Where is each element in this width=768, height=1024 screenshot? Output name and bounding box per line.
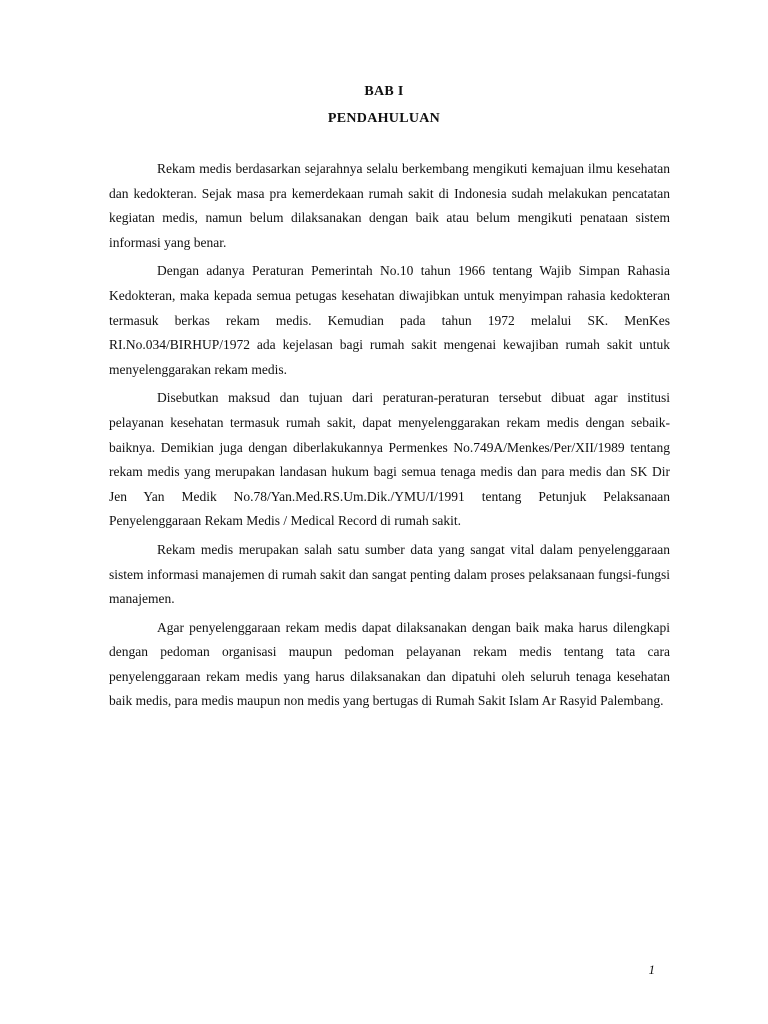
paragraph-3: Disebutkan maksud dan tujuan dari peraturan-peraturan tersebut dibuat agar institusi pelayanan kesehatan termasuk rumah sakit, dapat menyelenggarakan rekam medis dengan sebaik-baiknya. Demikian juga dengan diberlakukannya Permenkes No.749A/Menkes/Per/XII/1989 tentang rekam medis yang merupakan landasan hukum bagi semua tenaga medis dan para medis dan SK Dir Jen Yan Medik No.78/Yan.Med.RS.Um.Dik./YMU/I/1991 tentang Petunjuk Pelaksanaan Penyelenggaraan Rekam Medis / Medical Record di rumah sakit. bbox=[109, 390, 670, 529]
paragraph-4: Rekam medis merupakan salah satu sumber data yang sangat vital dalam penyelenggaraan sistem informasi manajemen di rumah sakit dan sangat penting dalam proses pelaksanaan fungsi-fungsi manajemen. bbox=[109, 541, 670, 607]
paragraph-5: Agar penyelenggaraan rekam medis dapat dilaksanakan dengan baik maka harus dilengkapi dengan pedoman organisasi maupun pedoman pelayanan rekam medis tentang tata cara penyelenggaraan rekam medis yang harus dilaksanakan dan dipatuhi oleh seluruh tenaga kesehatan baik medis, para medis maupun non medis yang bertugas di Rumah Sakit Islam Ar Rasyid Palembang. bbox=[109, 619, 670, 709]
page-number: 1 bbox=[648, 962, 655, 977]
paragraph-2: Dengan adanya Peraturan Pemerintah No.10 tahun 1966 tentang Wajib Simpan Rahasia Kedokteran, maka kepada semua petugas kesehatan diwajibkan untuk menyimpan rahasia kedokteran termasuk berkas rekam medis. Kemudian pada tahun 1972 melalui SK. MenKes RI.No.034/BIRHUP/1972 ada kejelasan bagi rumah sakit mengenai kewajiban rumah sakit untuk menyelenggarakan rekam medis. bbox=[109, 263, 670, 377]
body-text bbox=[109, 157, 670, 718]
paragraph-1: Rekam medis berdasarkan sejarahnya selalu berkembang mengikuti kemajuan ilmu kesehatan dan kedokteran. Sejak masa pra kemerdekaan rumah sakit di Indonesia sudah melakukan pencatatan kegiatan medis, namun belum dilaksanakan dengan baik atau belum mengikuti penataan sistem informasi yang benar. bbox=[109, 161, 670, 250]
chapter-label: BAB I bbox=[364, 84, 404, 99]
chapter-title: PENDAHULUAN bbox=[327, 111, 441, 126]
